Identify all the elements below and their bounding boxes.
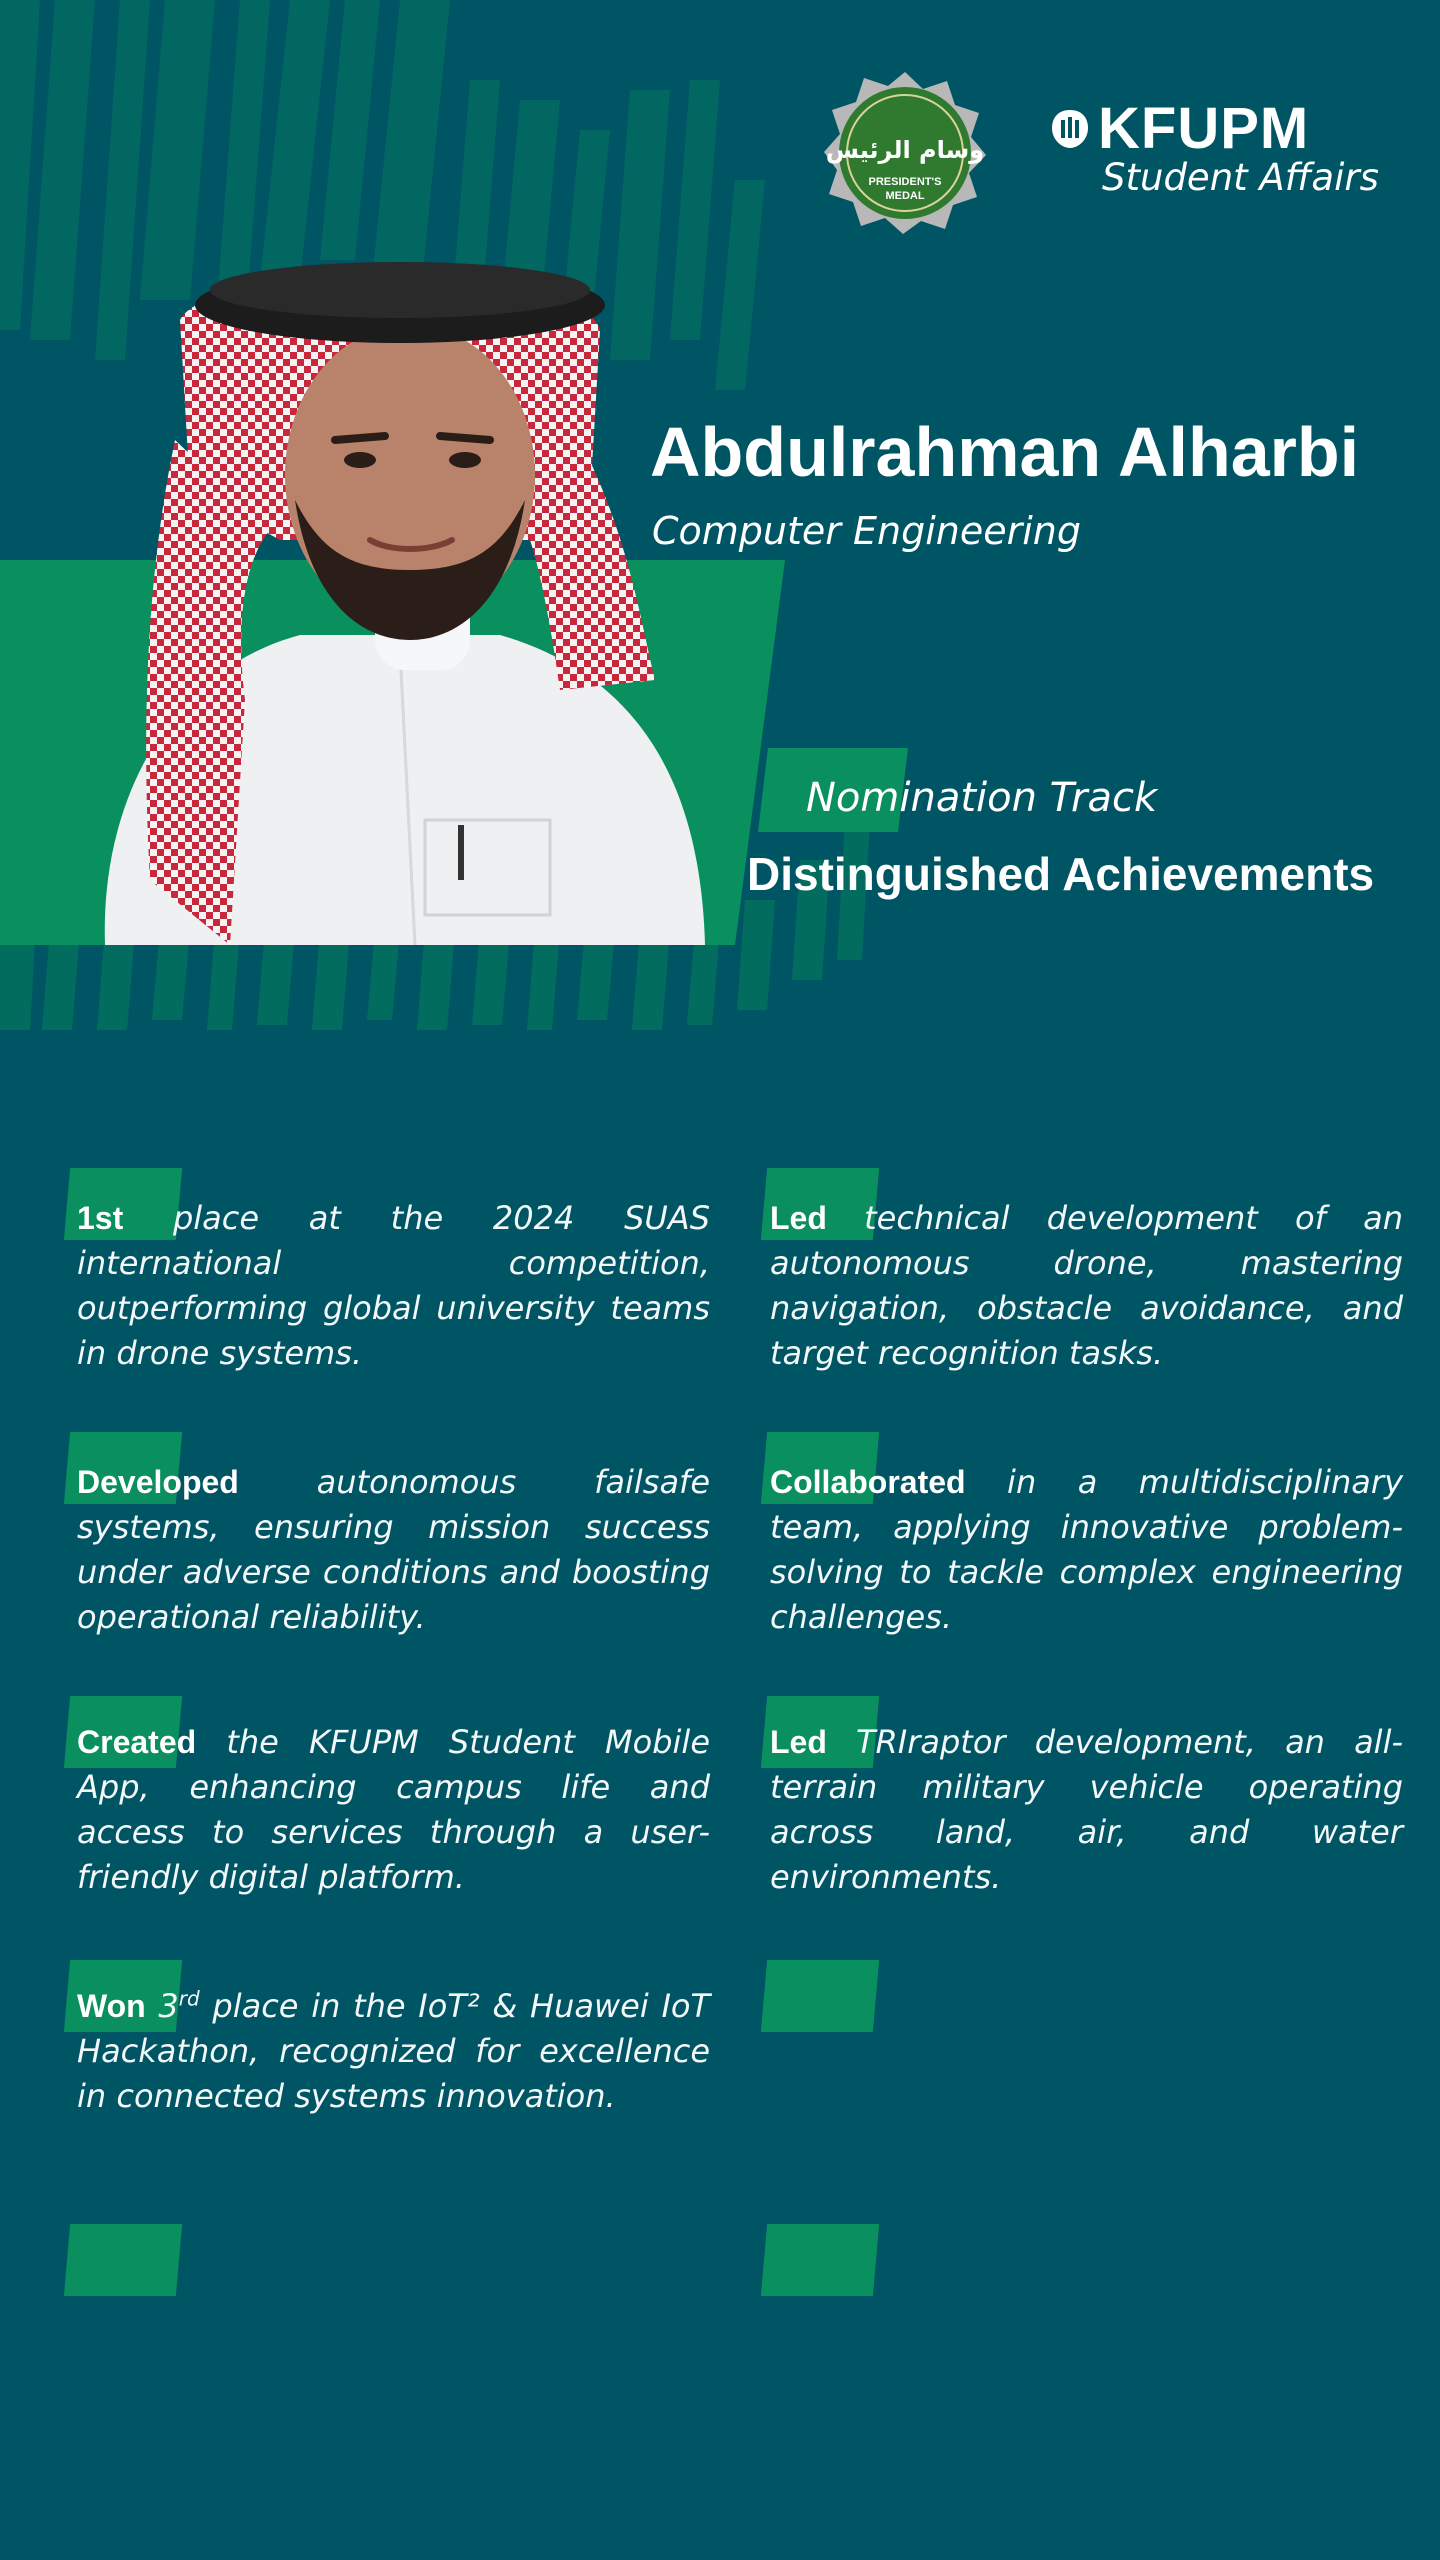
achievement-text: TRIraptor development, an all-terrain military vehicle operating across land, air, and water environments. (770, 1723, 1403, 1896)
nomination-track: Distinguished Achievements (747, 848, 1375, 900)
achievement-lead: Won (77, 1988, 146, 2024)
person-major: Computer Engineering (652, 509, 1081, 553)
achievement-item (770, 1196, 1403, 1376)
medal-arabic-calligraphy: وسام الرئيس (825, 136, 985, 164)
achievement-text: place in the IoT² & Huawei IoT Hackathon, recognized for excellence in connected systems innovation. (77, 1987, 711, 2115)
achievement-lead: Led (770, 1724, 827, 1760)
achievement-marker (761, 2224, 879, 2296)
portrait-photo (80, 240, 740, 945)
achievement-superscript: rd (178, 1986, 200, 2011)
achievement-text: place at the 2024 SUAS international competition, outperforming global university teams in drone systems. (77, 1199, 710, 1372)
nomination-label: Nomination Track (806, 775, 1158, 821)
achievement-item (77, 1720, 710, 1900)
achievement-item (77, 1196, 710, 1376)
achievement-text: technical development of an autonomous drone, mastering navigation, obstacle avoidance, and target recognition tasks. (770, 1199, 1403, 1372)
achievement-item (770, 1460, 1403, 1640)
achievement-item (770, 1720, 1403, 1900)
medal-text-line1: PRESIDENT'S (868, 176, 942, 188)
achievement-text: 3 (145, 1987, 179, 2025)
person-name: Abdulrahman Alharbi (650, 413, 1360, 491)
achievement-lead: Collaborated (770, 1464, 966, 1500)
achievement-text: autonomous failsafe systems, ensuring mission success under adverse conditions and boosting operational reliability. (77, 1463, 710, 1636)
achievement-lead: 1st (77, 1200, 124, 1236)
kfupm-emblem-icon (1050, 108, 1090, 150)
achievement-lead: Led (770, 1200, 827, 1236)
achievement-marker (64, 2224, 182, 2296)
achievement-marker (761, 1960, 879, 2032)
achievement-lead: Created (77, 1724, 197, 1760)
brand-name: KFUPM (1098, 96, 1310, 161)
achievement-item (77, 1984, 710, 2119)
medal-text-line2: MEDAL (885, 190, 925, 202)
kfupm-logo (1050, 96, 1420, 210)
achievement-item (77, 1460, 710, 1640)
achievement-lead: Developed (77, 1464, 239, 1500)
presidents-medal-logo (822, 70, 988, 236)
achievement-text: the KFUPM Student Mobile App, enhancing campus life and access to services through a user-friendly digital platform. (77, 1723, 710, 1896)
achievement-text: in a multidisciplinary team, applying innovative problem-solving to tackle complex engineering challenges. (770, 1463, 1403, 1636)
brand-subtitle: Student Affairs (1102, 156, 1379, 199)
